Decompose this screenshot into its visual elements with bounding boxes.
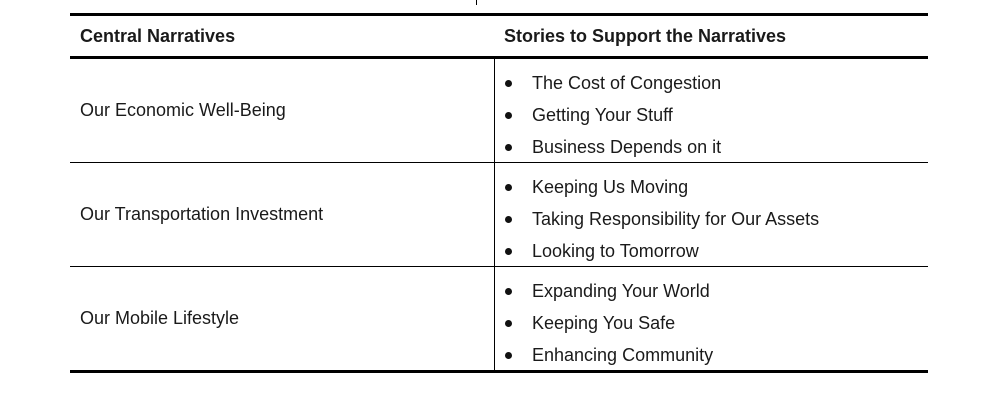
narrative-cell: Our Mobile Lifestyle xyxy=(80,308,240,328)
bullet-icon xyxy=(505,352,512,359)
list-item xyxy=(495,67,928,99)
story-text: Looking to Tomorrow xyxy=(532,240,699,261)
stories-list xyxy=(495,275,928,371)
list-item xyxy=(495,275,928,307)
story-text: Expanding Your World xyxy=(532,280,710,301)
table-row xyxy=(70,267,928,370)
stories-cell xyxy=(494,267,928,370)
list-item xyxy=(495,203,928,235)
bullet-icon xyxy=(505,288,512,295)
stories-list xyxy=(495,171,928,267)
narrative-cell: Our Transportation Investment xyxy=(80,204,324,224)
table-row xyxy=(70,59,928,163)
top-tick-mark xyxy=(476,0,477,5)
table-header-row xyxy=(70,16,928,56)
story-text: Keeping Us Moving xyxy=(532,176,689,197)
story-text: Enhancing Community xyxy=(532,344,714,365)
story-text: Keeping You Safe xyxy=(532,312,676,333)
list-item xyxy=(495,131,928,163)
bullet-icon xyxy=(505,320,512,327)
bullet-icon xyxy=(505,184,512,191)
list-item xyxy=(495,171,928,203)
story-text: The Cost of Congestion xyxy=(532,72,722,93)
header-central-narratives: Central Narratives xyxy=(80,25,236,46)
list-item xyxy=(495,235,928,267)
list-item xyxy=(495,99,928,131)
story-text: Business Depends on it xyxy=(532,136,722,157)
header-stories: Stories to Support the Narratives xyxy=(504,25,787,46)
stories-cell xyxy=(494,59,928,162)
stories-cell xyxy=(494,163,928,266)
story-text: Taking Responsibility for Our Assets xyxy=(532,208,820,229)
bullet-icon xyxy=(505,80,512,87)
stories-list xyxy=(495,67,928,163)
list-item xyxy=(495,339,928,371)
list-item xyxy=(495,307,928,339)
narratives-table xyxy=(70,13,928,373)
bullet-icon xyxy=(505,144,512,151)
story-text: Getting Your Stuff xyxy=(532,104,673,125)
bullet-icon xyxy=(505,112,512,119)
narrative-cell: Our Economic Well-Being xyxy=(80,100,286,120)
bullet-icon xyxy=(505,248,512,255)
bullet-icon xyxy=(505,216,512,223)
table-row xyxy=(70,163,928,267)
